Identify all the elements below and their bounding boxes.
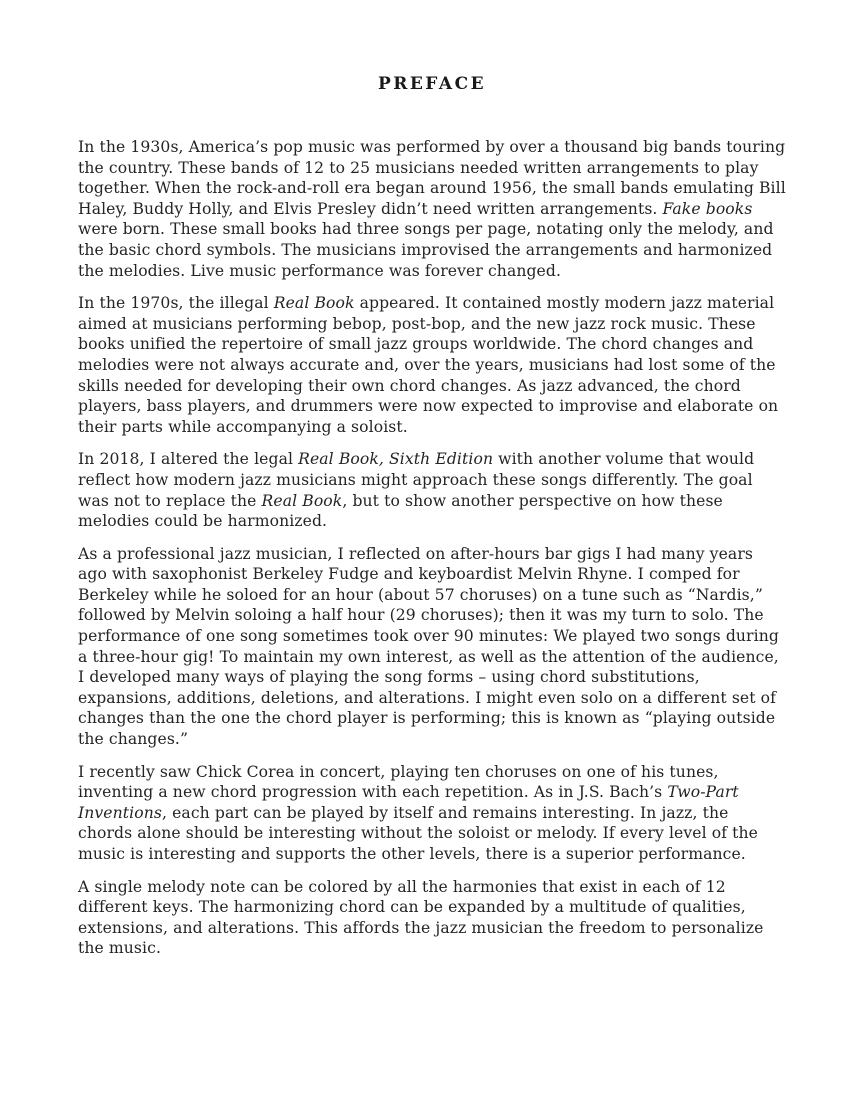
italic-text-run: Fake books <box>662 199 753 218</box>
paragraph <box>78 449 786 531</box>
paragraph <box>78 137 786 281</box>
text-run: A single melody note can be colored by all the harmonies that exist in each of 12 different keys. The harmonizing chord can be expanded by a multitude of qualities, extensions, and alterations. This affords the jazz musician the freedom to personalize the music. <box>78 877 764 958</box>
text-run: As a professional jazz musician, I reflected on after-hours bar gigs I had many years ago with saxophonist Berkeley Fudge and keyboardist Melvin Rhyne. I comped for Berkeley while he soloed for an hour (about 57 choruses) on a tune such as “Nardis,” followed by Melvin soloing a half hour (29 choruses); then it was my turn to solo. The performance of one song sometimes took over 90 minutes: We played two songs during a three-hour gig! To maintain my own interest, as well as the attention of the audience, I developed many ways of playing the song forms – using chord substitutions, expansions, additions, deletions, and alterations. I might even solo on a different set of changes than the one the chord player is performing; this is known as “playing outside the changes.” <box>78 544 779 749</box>
italic-text-run: Two-Part Inventions <box>78 783 739 822</box>
text-run: In the 1930s, America’s pop music was performed by over a thousand big bands touring the country. These bands of 12 to 25 musicians needed written arrangements to play together. When the rock-and-roll era began around 1956, the small bands emulating Bill Haley, Buddy Holly, and Elvis Presley didn’t need written arrangements. <box>78 138 786 218</box>
preface-body <box>78 137 786 959</box>
italic-text-run: Real Book, Sixth Edition <box>298 450 494 469</box>
page-title: PREFACE <box>377 74 487 94</box>
paragraph <box>78 544 786 750</box>
text-run: appeared. It contained mostly modern jazz material aimed at musicians performing bebop, post-bop, and the new jazz rock music. These books unified the repertoire of small jazz groups worldwide. The chord changes and melodies were not always accurate and, over the years, musicians had lost some of the skills needed for developing their own chord changes. As jazz advanced, the chord players, bass players, and drummers were now expected to improvise and elaborate on their parts while accompanying a soloist. <box>78 294 779 436</box>
paragraph <box>78 293 786 437</box>
text-run: were born. These small books had three songs per page, notating only the melody, and the basic chord symbols. The musicians improvised the arrangements and harmonized the melodies. Live music performance was forever changed. <box>78 220 774 280</box>
paragraph <box>78 762 786 865</box>
text-run: with another volume that would reflect how modern jazz musicians might approach these songs differently. The goal was not to replace the <box>78 450 755 510</box>
text-run: I recently saw Chick Corea in concert, playing ten choruses on one of his tunes, inventing a new chord progression with each repetition. As in J.S. Bach’s <box>78 762 719 802</box>
text-run: , but to show another perspective on how these melodies could be harmonized. <box>78 491 723 531</box>
italic-text-run: Real Book <box>261 491 343 510</box>
italic-text-run: Real Book <box>273 294 355 313</box>
text-run: , each part can be played by itself and remains interesting. In jazz, the chords alone should be interesting without the soloist or melody. If every level of the music is interesting and supports the other levels, there is a superior performance. <box>78 803 758 863</box>
text-run: In the 1970s, the illegal <box>78 294 274 313</box>
paragraph <box>78 877 786 959</box>
text-run: In 2018, I altered the legal <box>78 450 299 469</box>
